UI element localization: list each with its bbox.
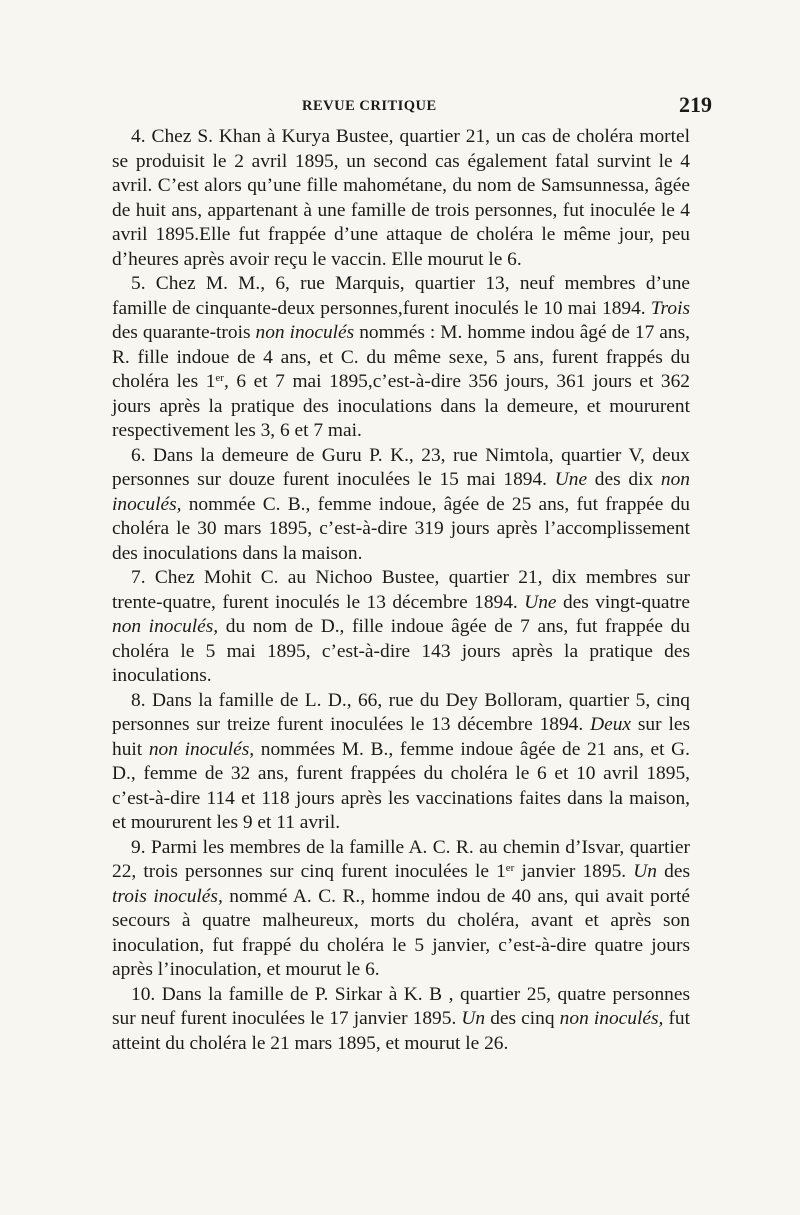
- text-run: nommée C. B., femme indoue, âgée de 25 ans, fut frappée du choléra le 30 mars 1895, c’est-à-dire 319 jours après l’accomplissement des inoculations dans la maison.: [112, 493, 690, 564]
- text-run: sur les huit: [112, 714, 690, 760]
- text-run: 7. Chez Mohit C. au Nichoo Bustee, quartier 21, dix membres sur trente-quatre, furent inoculés le 13 décembre 1894.: [112, 567, 690, 613]
- italic-text: Une: [554, 469, 588, 490]
- italic-text: non inoculés,: [112, 616, 219, 637]
- page-header: [112, 92, 712, 122]
- italic-text: non inoculés,: [148, 738, 255, 760]
- italic-text: trois inoculés,: [112, 885, 223, 907]
- paragraph: [112, 836, 690, 983]
- text-run: janvier 1895.: [514, 861, 634, 882]
- paragraph: [112, 272, 690, 444]
- text-run: des cinq: [485, 1008, 560, 1029]
- page-body: [112, 125, 690, 1056]
- text-run: des vingt-quatre: [556, 591, 690, 613]
- running-title: REVUE CRITIQUE: [302, 98, 437, 114]
- text-run: des quarante-trois: [112, 322, 256, 343]
- italic-text: Trois: [650, 297, 690, 319]
- text-run: du nom de D., fille indoue âgée de 7 ans, fut frappée du choléra le 5 mai 1895, c’est-à-dire 143 jours après la pratique des inoculations.: [112, 616, 690, 686]
- paragraph: [112, 566, 690, 689]
- page-number: 219: [679, 92, 712, 117]
- superscript: er: [505, 862, 515, 874]
- text-run: des dix: [587, 469, 661, 490]
- text-run: des: [656, 861, 690, 882]
- paragraph: [112, 125, 690, 272]
- text-run: , 6 et 7 mai 1895,c’est-à-dire 356 jours, 361 jours et 362 jours après la pratique des inoculations dans la demeure, et moururent respectivement les 3, 6 et 7 mai.: [112, 371, 690, 441]
- text-run: 4. Chez S. Khan à Kurya Bustee, quartier 21, un cas de choléra mortel se produisit le 2 avril 1895, un second cas également fatal survint le 4 avril. C’est alors qu’une fille mahométane, du nom de Samsunnessa, âgée de huit ans, appartenant à une famille de trois personnes, fut inoculée le 4 avril 1895.Elle fut frappée d’une attaque de choléra le même jour, peu d’heures après avoir reçu le vaccin. Elle mourut le 6.: [112, 126, 690, 270]
- italic-text: Un: [461, 1008, 486, 1029]
- text-run: nommé A. C. R., homme indou de 40 ans, qui avait porté secours à quatre malheureux, morts du choléra, avant et après son inoculation, fut frappé du choléra le 5 janvier, c’est-à-dire quatre jours après l’inoculation, et mourut le 6.: [112, 885, 690, 980]
- italic-text: non inoculés: [255, 322, 355, 343]
- paragraph: [112, 983, 690, 1057]
- text-run: 8. Dans la famille de L. D., 66, rue du Dey Bolloram, quartier 5, cinq personnes sur treize furent inoculées le 13 décembre 1894.: [112, 689, 690, 735]
- text-run: 6. Dans la demeure de Guru P. K., 23, rue Nimtola, quartier V, deux personnes sur douze furent inoculées le 15 mai 1894.: [112, 444, 690, 490]
- text-run: fut atteint du choléra le 21 mars 1895, et mourut le 26.: [112, 1008, 690, 1054]
- text-run: nommés : M. homme indou âgé de 17 ans, R. fille indoue de 4 ans, et C. du même sexe, 5 ans, furent frappés du choléra les 1: [112, 322, 690, 392]
- paragraph: [112, 444, 690, 567]
- italic-text: Un: [633, 861, 657, 882]
- italic-text: Deux: [590, 714, 631, 735]
- text-run: 9. Parmi les membres de la famille A. C. R. au chemin d’Isvar, quartier 22, trois personnes sur cinq furent inoculées le 1: [112, 836, 690, 882]
- italic-text: Une: [524, 591, 557, 613]
- italic-text: non inoculés,: [112, 469, 690, 515]
- italic-text: non inoculés,: [559, 1008, 664, 1029]
- paragraph: [112, 689, 690, 836]
- text-run: 5. Chez M. M., 6, rue Marquis, quartier 13, neuf membres d’une famille de cinquante-deux personnes,furent inoculés le 10 mai 1894.: [112, 273, 690, 319]
- text-run: nommées M. B., femme indoue âgée de 21 ans, et G. D., femme de 32 ans, furent frappées du choléra le 6 et 10 avril 1895, c’est-à-dire 114 et 118 jours après les vaccinations faites dans la maison, et moururent les 9 et 11 avril.: [112, 738, 691, 833]
- superscript: er: [215, 372, 224, 384]
- text-run: 10. Dans la famille de P. Sirkar à K. B , quartier 25, quatre personnes sur neuf furent inoculées le 17 janvier 1895.: [112, 983, 690, 1029]
